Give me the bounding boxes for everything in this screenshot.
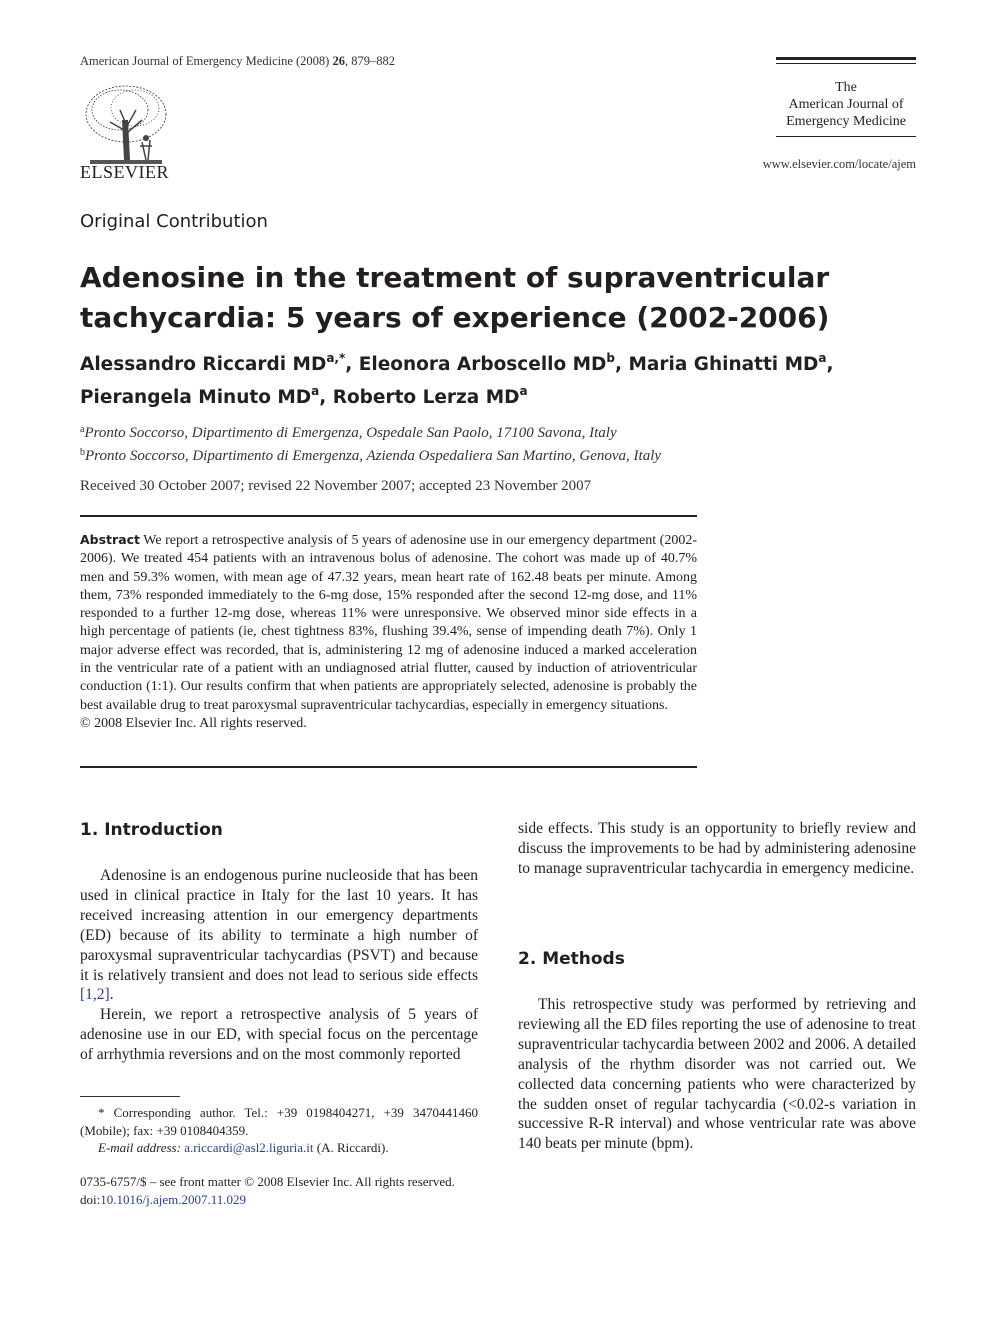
- journal-name: [776, 79, 916, 130]
- corresponding-author: * Corresponding author. Tel.: +39 0198404271, +39 3470441460 (Mobile); fax: +39 0108404359.: [80, 1105, 478, 1138]
- methods-heading: 2. Methods: [518, 949, 625, 969]
- introduction-continued: side effects. This study is an opportunity to briefly review and discuss the improvements to be had by administering adenosine to manage supraventricular tachycardia in emergency medicine.: [518, 820, 916, 877]
- author: Roberto Lerza $MD^a$: [332, 384, 528, 408]
- introduction-heading: 1. Introduction: [80, 820, 223, 840]
- citation-pages: , 879–882: [344, 54, 395, 68]
- methods-body: [518, 995, 916, 1154]
- journal-rule-bottom: [776, 136, 916, 137]
- abstract-rule-bottom: [80, 766, 697, 768]
- author: Maria Ghinatti $MD^a$,: [628, 351, 834, 375]
- journal-rule-thick: [776, 57, 916, 60]
- affiliation: $^b$Pronto Soccorso, Dipartimento di Emergenza, Azienda Ospedaliera San Martino, Genova, Italy: [80, 447, 662, 464]
- abstract-copyright: © 2008 Elsevier Inc. All rights reserved.: [80, 715, 307, 731]
- corresponding-footnote: [80, 1104, 478, 1157]
- abstract-rule-top: [80, 515, 697, 517]
- journal-name-line1: The: [835, 80, 857, 95]
- citation-prefix: American Journal of Emergency Medicine (2008): [80, 54, 333, 68]
- author: Pierangela Minuto $MD^a$,: [80, 384, 333, 408]
- email-line: E-mail address: a.riccardi@asl2.liguria.it (A. Riccardi).: [98, 1140, 389, 1155]
- footnote-rule: [80, 1096, 180, 1097]
- abstract: [80, 531, 697, 733]
- intro-paragraph: Herein, we report a retrospective analysis of 5 years of adenosine use in our ED, with special focus on the percentage of arrhythmia reversions and on the most commonly reported: [80, 1006, 478, 1064]
- journal-citation: [80, 54, 395, 69]
- affiliations: [80, 420, 920, 466]
- affiliation: $^a$Pronto Soccorso, Dipartimento di Emergenza, Ospedale San Paolo, 17100 Savona, Italy: [80, 424, 617, 441]
- journal-name-line3: Emergency Medicine: [786, 114, 906, 129]
- email-link[interactable]: a.riccardi@asl2.liguria.it: [184, 1140, 314, 1155]
- author-list: [80, 345, 920, 411]
- journal-name-line2: American Journal of: [788, 97, 904, 112]
- reference-link[interactable]: [1,2]: [80, 986, 110, 1004]
- journal-url[interactable]: www.elsevier.com/locate/ajem: [762, 157, 916, 171]
- introduction-body: [80, 866, 478, 1065]
- section-type: Original Contribution: [80, 211, 268, 232]
- journal-rule-thin: [776, 63, 916, 64]
- issn-line: 0735-6757/$ – see front matter © 2008 Elsevier Inc. All rights reserved.: [80, 1174, 455, 1189]
- citation-volume: 26: [332, 54, 345, 68]
- article-title: Adenosine in the treatment of supraventricular tachycardia: 5 years of experience (2002-2006): [80, 261, 830, 334]
- publisher-logo-text: ELSEVIER: [80, 162, 169, 182]
- methods-paragraph: This retrospective study was performed by retrieving and reviewing all the ED files reporting the use of adenosine to treat supraventricular tachycardia between 2002 and 2006. A detailed analysis of the rhythm disorder was not carried out. We collected data concerning patients who were characterized by the sudden onset of regular tachycardia (<0.02-s variation in successive R-R interval) and whose ventricular rate was above 140 beats per minute (bpm).: [518, 996, 916, 1153]
- front-matter: [80, 1173, 500, 1209]
- author: Eleonora Arboscello $MD^b$,: [358, 351, 629, 375]
- article-dates: Received 30 October 2007; revised 22 November 2007; accepted 23 November 2007: [80, 478, 592, 494]
- abstract-label: Abstract: [80, 532, 141, 547]
- abstract-text: We report a retrospective analysis of 5 years of adenosine use in our emergency department (2002-2006). We treated 454 patients with an intravenous bolus of adenosine. The cohort was made up of 40.7% men and 59.3% women, with mean age of 47.32 years, mean heart rate of 162.48 beats per minute. Among them, 73% responded immediately to the 6-mg dose, 15% responded after the second 12-mg dose, and 11% responded to a further 12-mg dose, whereas 11% were unresponsive. We observed minor side effects in a high percentage of patients (ie, chest tightness 83%, flushing 39.4%, sense of impending death 7%). Only 1 major adverse effect was recorded, that is, administering 12 mg of adenosine induced a marked acceleration in the ventricular rate of a patient with an undiagnosed atrial flutter, caused by induction of atrioventricular conduction (1:1). Our results confirm that when patients are appropriately selected, adenosine is probably the best available drug to treat paroxysmal supraventricular tachycardias, especially in emergency situations.: [80, 533, 697, 713]
- author: Alessandro Riccardi $MD^{a,*}$,: [80, 351, 359, 375]
- intro-paragraph: Adenosine is an endogenous purine nucleoside that has been used in clinical practice in Italy for the last 10 years. It has received increasing attention in our emergency departments (ED) because of its ability to terminate a high number of paroxysmal supraventricular tachycardias (PSVT) and because it is relatively transient and does not lead to serious side effects [1,2].: [80, 867, 478, 1004]
- doi-link[interactable]: 10.1016/j.ajem.2007.11.029: [100, 1192, 246, 1207]
- doi-line: doi:10.1016/j.ajem.2007.11.029: [80, 1192, 246, 1207]
